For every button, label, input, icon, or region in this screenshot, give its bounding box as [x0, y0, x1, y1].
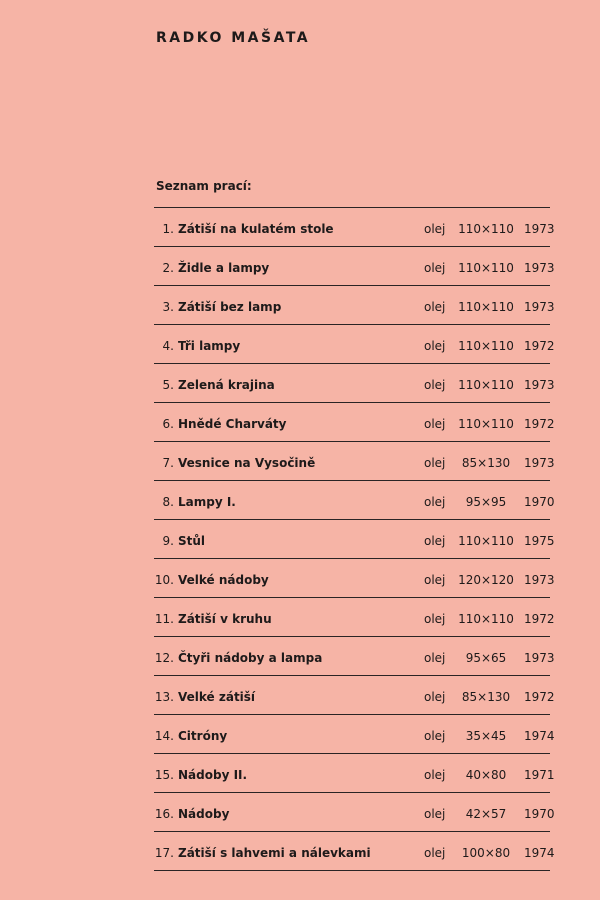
work-number: 12. — [154, 651, 174, 665]
work-medium: olej — [424, 417, 446, 431]
work-medium: olej — [424, 807, 446, 821]
work-number: 10. — [154, 573, 174, 587]
work-medium: olej — [424, 768, 446, 782]
work-title: Nádoby — [178, 807, 230, 821]
work-medium: olej — [424, 534, 446, 548]
work-year: 1973 — [524, 456, 555, 470]
work-size: 85×130 — [461, 690, 511, 704]
work-medium: olej — [424, 612, 446, 626]
work-title: Zátiší s lahvemi a nálevkami — [178, 846, 371, 860]
work-number: 14. — [154, 729, 174, 743]
author-name: RADKO MAŠATA — [156, 30, 311, 46]
table-row — [154, 598, 555, 637]
work-medium: olej — [424, 651, 446, 665]
work-title: Stůl — [178, 534, 206, 548]
table-row — [154, 247, 555, 286]
work-medium: olej — [424, 378, 446, 392]
work-number: 2. — [162, 261, 174, 275]
table-row — [154, 325, 555, 364]
work-medium: olej — [424, 573, 446, 587]
work-year: 1971 — [524, 768, 555, 782]
work-size: 35×45 — [465, 729, 507, 743]
work-year: 1973 — [524, 573, 555, 587]
table-row — [154, 559, 555, 598]
work-number: 1. — [162, 222, 174, 236]
work-medium: olej — [424, 495, 446, 509]
table-row — [154, 832, 555, 871]
work-title: Citróny — [178, 729, 228, 743]
table-row — [154, 286, 555, 325]
work-size: 110×110 — [458, 300, 514, 314]
work-title: Čtyři nádoby a lampa — [178, 651, 323, 665]
table-row — [154, 481, 555, 520]
work-size: 100×80 — [461, 846, 511, 860]
work-year: 1973 — [524, 378, 555, 392]
work-title: Lampy I. — [178, 495, 236, 509]
work-number: 9. — [162, 534, 174, 548]
work-number: 6. — [162, 417, 174, 431]
work-medium: olej — [424, 261, 446, 275]
work-medium: olej — [424, 339, 446, 353]
work-year: 1972 — [524, 612, 555, 626]
work-year: 1973 — [524, 651, 555, 665]
work-title: Zelená krajina — [178, 378, 275, 392]
work-year: 1970 — [524, 807, 555, 821]
work-year: 1973 — [524, 261, 555, 275]
work-size: 40×80 — [465, 768, 507, 782]
work-size: 120×120 — [458, 573, 514, 587]
work-year: 1973 — [524, 300, 555, 314]
work-number: 4. — [162, 339, 174, 353]
work-size: 110×110 — [458, 261, 514, 275]
work-size: 95×65 — [465, 651, 507, 665]
work-year: 1973 — [524, 222, 555, 236]
work-title: Zátiší v kruhu — [178, 612, 272, 626]
work-size: 110×110 — [458, 339, 514, 353]
work-size: 42×57 — [465, 807, 507, 821]
work-size: 85×130 — [461, 456, 511, 470]
list-title: Seznam prací: — [156, 179, 252, 193]
work-medium: olej — [424, 300, 446, 314]
work-number: 3. — [162, 300, 174, 314]
work-medium: olej — [424, 846, 446, 860]
work-year: 1972 — [524, 417, 555, 431]
work-number: 5. — [162, 378, 174, 392]
work-medium: olej — [424, 222, 446, 236]
work-medium: olej — [424, 729, 446, 743]
work-size: 110×110 — [458, 534, 514, 548]
table-row — [154, 754, 555, 793]
work-number: 16. — [154, 807, 174, 821]
work-size: 110×110 — [458, 417, 514, 431]
work-number: 7. — [162, 456, 174, 470]
work-number: 13. — [154, 690, 174, 704]
work-medium: olej — [424, 456, 446, 470]
work-title: Vesnice na Vysočině — [178, 456, 316, 470]
work-year: 1974 — [524, 846, 555, 860]
work-size: 95×95 — [465, 495, 507, 509]
work-title: Židle a lampy — [178, 261, 270, 275]
work-title: Velké nádoby — [178, 573, 269, 587]
works-table — [154, 207, 555, 871]
work-title: Nádoby II. — [178, 768, 248, 782]
work-number: 8. — [162, 495, 174, 509]
work-title: Hnědé Charváty — [178, 417, 287, 431]
work-medium: olej — [424, 690, 446, 704]
work-number: 11. — [154, 612, 174, 626]
work-year: 1974 — [524, 729, 555, 743]
work-year: 1972 — [524, 339, 555, 353]
work-title: Zátiší bez lamp — [178, 300, 282, 314]
work-title: Zátiší na kulatém stole — [178, 222, 334, 236]
work-number: 17. — [154, 846, 174, 860]
table-row — [154, 364, 555, 403]
work-title: Tři lampy — [178, 339, 241, 353]
table-row — [154, 793, 555, 832]
work-size: 110×110 — [458, 612, 514, 626]
work-year: 1972 — [524, 690, 555, 704]
work-year: 1970 — [524, 495, 555, 509]
work-size: 110×110 — [458, 222, 514, 236]
table-row — [154, 715, 555, 754]
table-row — [154, 403, 555, 442]
table-row — [154, 208, 555, 247]
table-row — [154, 520, 555, 559]
work-title: Velké zátiší — [178, 690, 256, 704]
work-number: 15. — [154, 768, 174, 782]
table-row — [154, 676, 555, 715]
work-year: 1975 — [524, 534, 555, 548]
table-row — [154, 637, 555, 676]
work-size: 110×110 — [458, 378, 514, 392]
table-row — [154, 442, 555, 481]
